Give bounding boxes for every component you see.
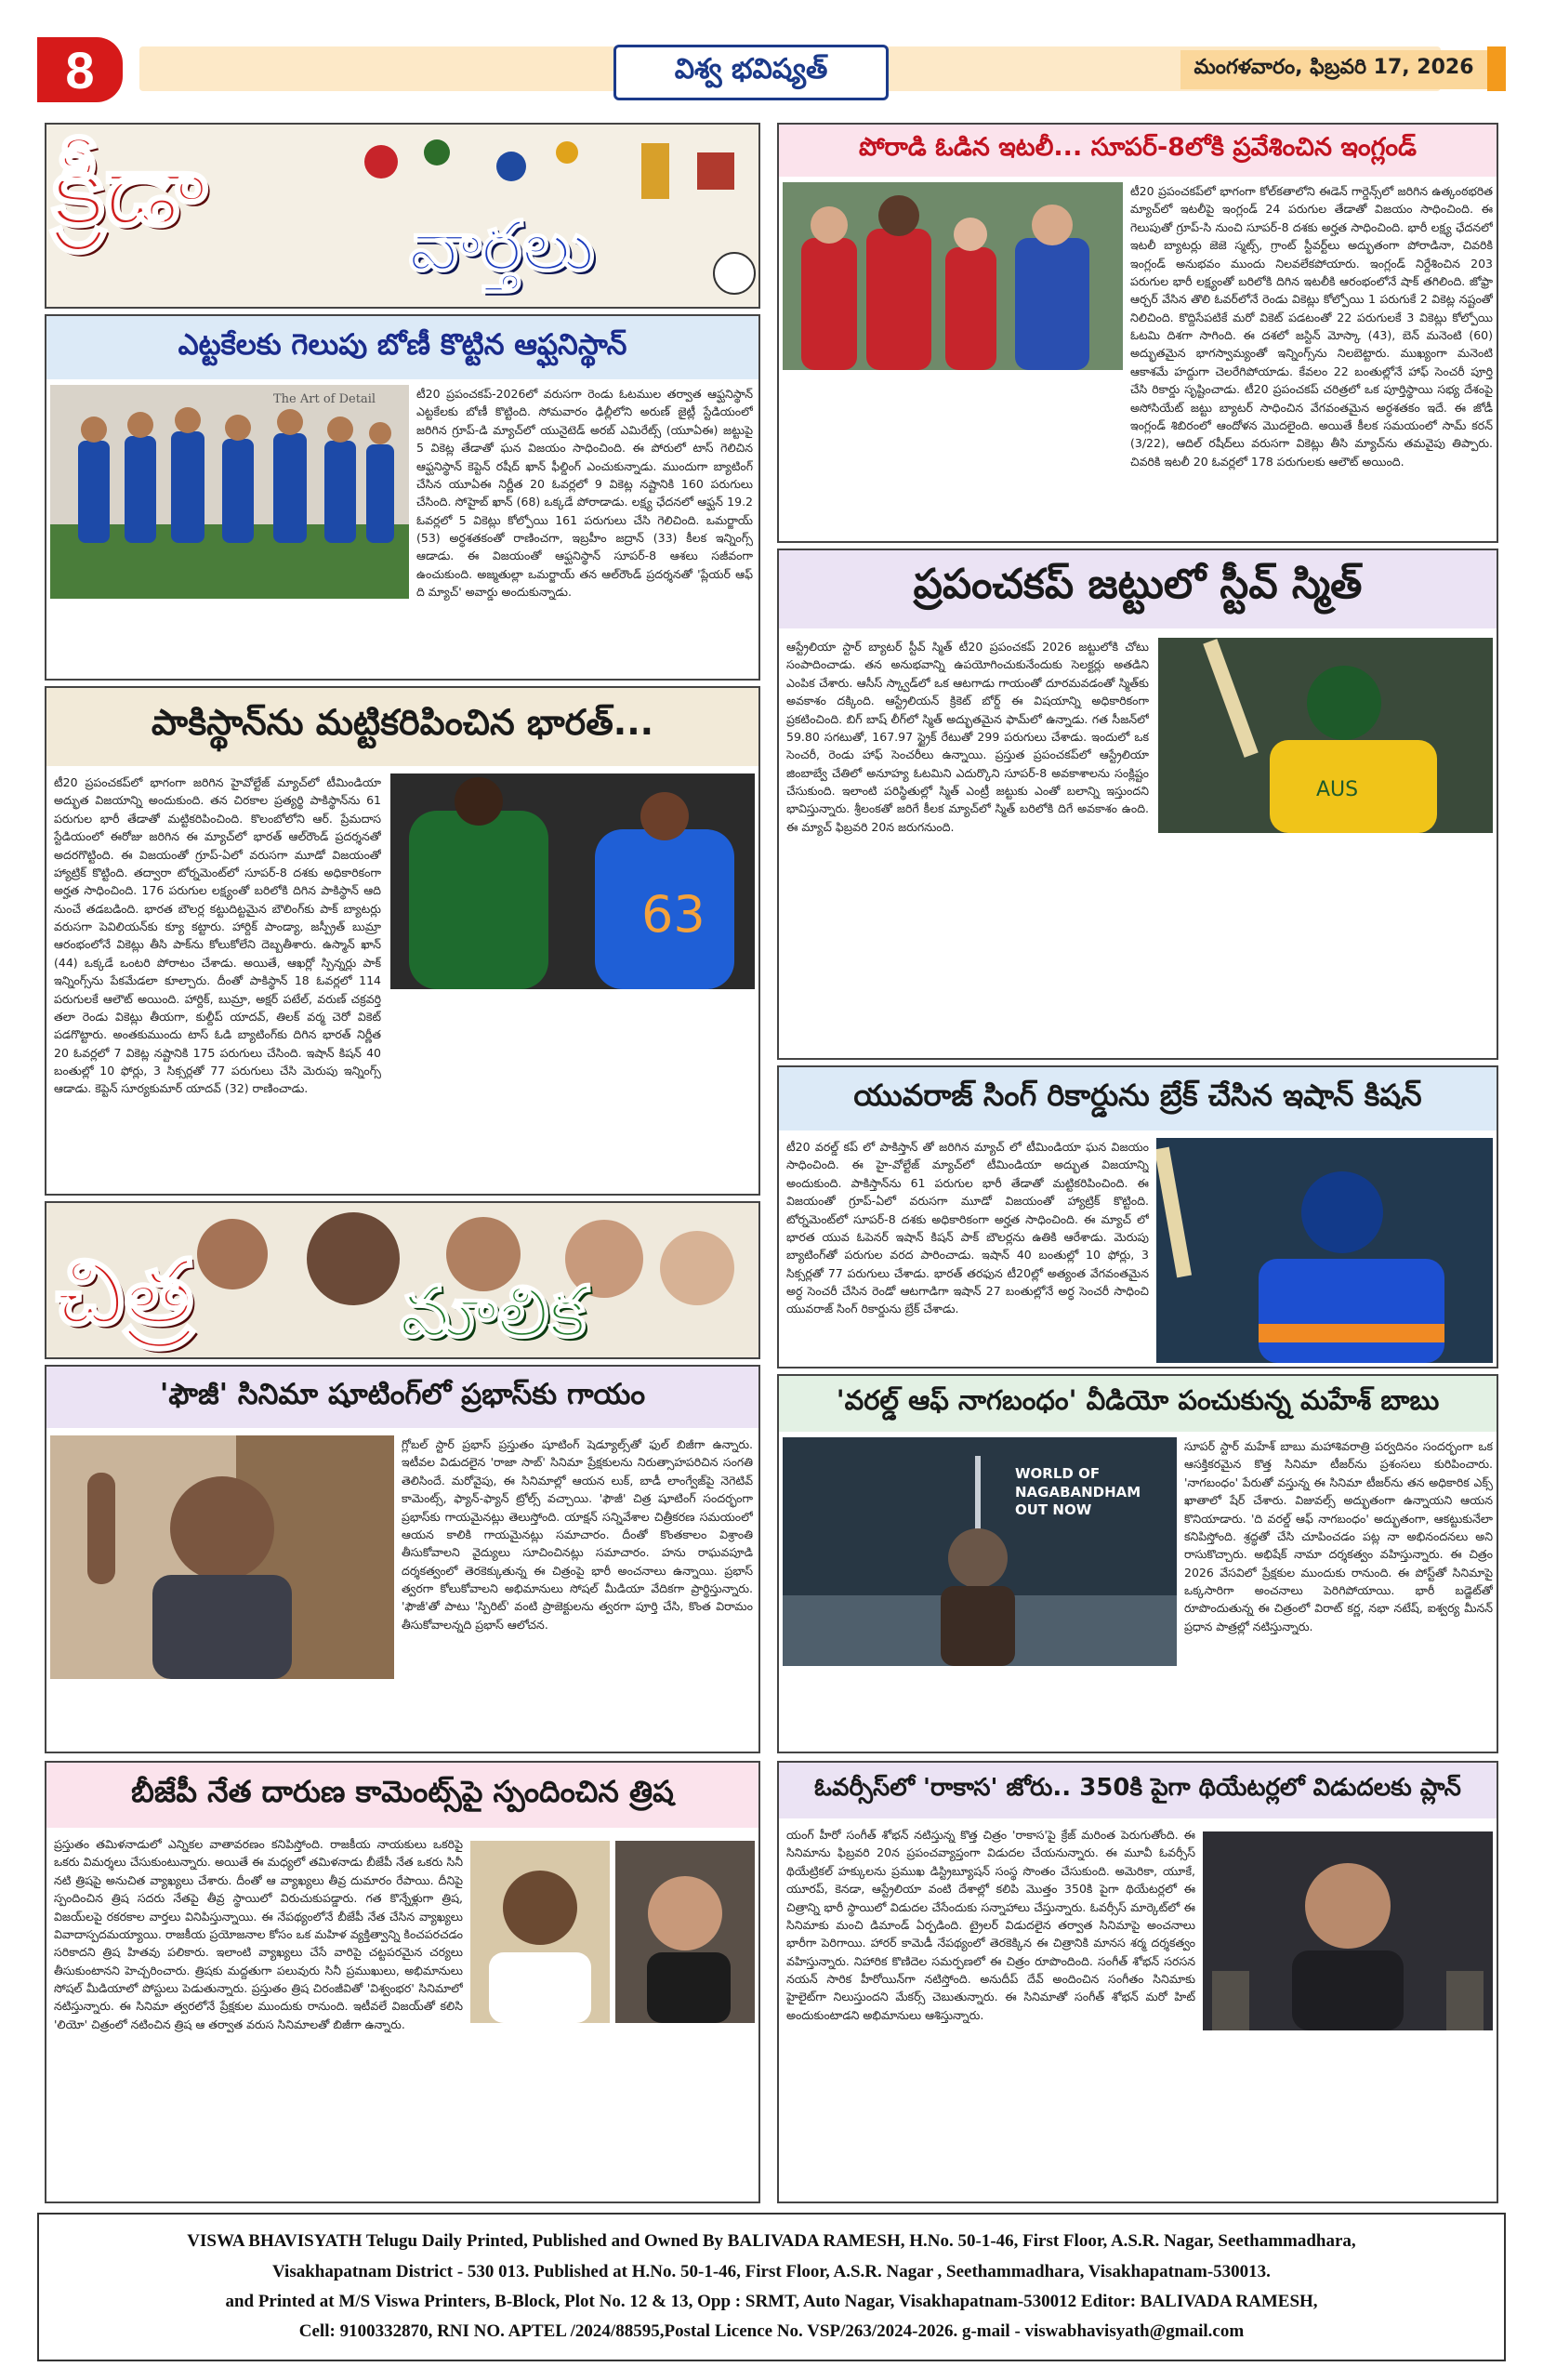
dateline: మంగళవారం, ఫిబ్రవరి 17, 2026 [1180, 50, 1487, 89]
article-afghan [45, 314, 760, 681]
headline-trisha: బీజేపీ నేత దారుణ కామెంట్స్‌పై స్పందించిన త్రిష [46, 1763, 758, 1828]
article-pakistan [45, 686, 760, 1196]
photo-rakasa [1203, 1831, 1493, 2030]
cinema-banner-right: మాలిక [400, 1270, 587, 1353]
photo-india-pakistan [390, 774, 755, 989]
photo-afghan-team [50, 385, 409, 599]
body-mahesh: సూపర్ స్టార్ మహేశ్ బాబు మహాశివరాత్రి పర్వదినం సందర్భంగా ఒక ఆసక్తికరమైన కొత్త సినిమా టీజర్‌ను ప్రశంసలు కురిపించారు. 'నాగబంధం' పేరుతో వస్తున్న ఈ సినిమా టీజర్‌ను తన అధికారిక ఎక్స్ ఖాతాలో షేర్ చేశారు. విజువల్స్ అద్భుతంగా ఉన్నాయని ఆయన కొనియాడారు. 'ది వరల్డ్ ఆఫ్ నాగబంధం' అద్భుతంగా, ఆకట్టుకునేలా కనిపిస్తోంది. శ్రద్ధతో చేసి చూపించడం పట్ల నా అభినందనలు అని రాసుకొచ్చారు. అభిషేక్ నామా దర్శకత్వం వహిస్తున్నారు. ఈ చిత్రం 2026 వేసవిలో ప్రేక్షకుల ముందుకు రానుంది. ఈ పోస్ట్‌తో సినిమాపై ఒక్కసారిగా అంచనాలు పెరిగిపోయాయి. భారీ బడ్జెట్‌తో రూపొందుతున్న ఈ చిత్రంలో విరాట్ కర్ణ, నభా నటేష్, ఐశ్వర్య మీనన్ ప్రధాన పాత్రల్లో నటిస్తున్నారు. [1184, 1439, 1493, 1633]
article-prabhas [45, 1365, 760, 1753]
sports-banner-left: క్రీడా [52, 132, 207, 248]
headline-afghan: ఎట్టకేలకు గెలుపు బోణీ కొట్టిన ఆఫ్ఘనిస్థాన్ [46, 316, 758, 379]
article-trisha [45, 1761, 760, 2203]
body-prabhas: గ్లోబల్ స్టార్ ప్రభాస్ ప్రస్తుతం షూటింగ్ షెడ్యూల్స్‌తో ఫుల్ బిజీగా ఉన్నారు. ఇటీవల విడుదలైన 'రాజా సాబ్' సినిమా ప్రేక్షకులను నిరుత్సాహపరిచిన సంగతి తెలిసిందే. మరోవైపు, ఈ సినిమాల్లో ఆయన లుక్, బాడీ లాంగ్వేజ్‌పై నెగెటివ్ కామెంట్స్, ఫ్యాన్-ఫ్యాన్ ట్రోల్స్ వచ్చాయి. 'ఫౌజీ' చిత్ర షూటింగ్ సందర్భంగా ప్రభాస్‌కు గాయమైనట్లు తెలుస్తోంది. యాక్షన్ సన్నివేశాల చిత్రీకరణ సమయంలో ఆయన కాలికి గాయమైనట్లు సమాచారం. దీంతో కొంతకాలం విశ్రాంతి తీసుకోవాలని వైద్యులు సూచించినట్లు సమాచారం. హను రాఘవపూడి దర్శకత్వంలో తెరకెక్కుతున్న ఈ చిత్రంపై భారీ అంచనాలు ఉన్నాయి. ప్రభాస్ త్వరగా కోలుకోవాలని అభిమానులు సోషల్ మీడియా వేదికగా ప్రార్థిస్తున్నారు. 'ఫౌజీ'తో పాటు 'స్పిరిట్' వంటి ప్రాజెక్టులను త్వరగా పూర్తి చేసి, కొంత విరామం తీసుకోవాలన్నది ప్రభాస్ ఆలోచన. [402, 1437, 753, 1632]
sports-banner-right: వార్తలు [409, 206, 595, 286]
article-italy [777, 123, 1498, 543]
cinema-banner-left: చిత్ర [56, 1240, 194, 1344]
imprint-line-4: Cell: 9100332870, RNI NO. APTEL /2024/88595,Postal Licence No. VSP/263/2024-2026. g-mail - viswabhavisyath@gmail.com [298, 2321, 1245, 2342]
imprint-lines [187, 2227, 1355, 2347]
cinema-banner [45, 1201, 760, 1359]
headline-mahesh: 'వరల్డ్ ఆఫ్ నాగబంధం' వీడియో పంచుకున్న మహేశ్ బాబు [779, 1376, 1497, 1432]
photo-prabhas [50, 1435, 394, 1679]
imprint-line-2: Visakhapatnam District - 530 013. Published at H.No. 50-1-46, First Floor, A.S.R. Nagar , Seethammadhara, Visakhapatnam-530013. [272, 2261, 1271, 2281]
header-accent [1487, 46, 1506, 91]
body-trisha: ప్రస్తుతం తమిళనాడులో ఎన్నికల వాతావరణం కనిపిస్తోంది. రాజకీయ నాయకులు ఒకరిపై ఒకరు విమర్శలు చేసుకుంటున్నారు. అయితే ఈ మధ్యలో తమిళనాడు బీజేపీ నేత ఒకరు సినీ నటి త్రిషపై అనుచిత వ్యాఖ్యలు చేశారు. దీంతో ఆ వ్యాఖ్యలు తీవ్ర దుమారం రేపాయి. దీనిపై స్పందించిన త్రిష సదరు నేతపై తీవ్ర స్థాయిలో విరుచుకుపడ్డారు. గత కొన్నేళ్లుగా త్రిష, విజయ్‌లపై రకరకాల వార్తలు వినిపిస్తున్నాయి. ఈ నేపథ్యంలోనే బీజేపీ నేత చేసిన వ్యాఖ్యలు వివాదాస్పదమయ్యాయి. రాజకీయ ప్రయోజనాల కోసం ఒక మహిళ వ్యక్తిత్వాన్ని కించపరచడం సరికాదని త్రిష హితవు పలికారు. ఇలాంటి వ్యాఖ్యలు చేసే వారిపై చట్టపరమైన చర్యలు తీసుకుంటానని హెచ్చరించారు. త్రిషకు మద్దతుగా పలువురు సినీ ప్రముఖులు, అభిమానులు సోషల్ మీడియాలో పోస్టులు పెడుతున్నారు. ప్రస్తుతం త్రిష చిరంజీవితో 'విశ్వంభర' సినిమాలో నటిస్తున్నారు. ఈ సినిమా త్వరలోనే ప్రేక్షకుల ముందుకు రానుంది. ఇటీవలే విజయ్‌తో కలిసి 'లియో' చిత్రంలో నటించిన త్రిష ఆ తర్వాత వరుస సినిమాలతో బిజీగా ఉన్నారు. [54, 1837, 463, 2031]
nagabandham-caption: WORLD OF NAGABANDHAM OUT NOW [1015, 1465, 1141, 1518]
body-italy: టీ20 ప్రపంచకప్‌లో భాగంగా కోల్‌కతాలోని ఈడెన్ గార్డెన్స్‌లో జరిగిన ఉత్కంఠభరిత మ్యాచ్‌లో ఇటలీపై ఇంగ్లండ్ 24 పరుగుల తేడాతో విజయం సాధించింది. ఈ గెలుపుతో గ్రూప్-సి నుంచి సూపర్-8 దశకు అర్హత సాధించింది. భారీ లక్ష్య ఛేదనలో ఇటలీ బ్యాటర్లు జెజె స్మట్స్, గ్రాంట్ స్టీవర్ట్‌లు అద్భుతంగా పోరాడినా, చివరికి ఇంగ్లండ్ అనుభవం ముందు నిలవలేకపోయారు. ఇంగ్లండ్ నిర్దేశించిన 203 పరుగుల భారీ లక్ష్యంతో బరిలోకి దిగిన ఇటలీకి ఆరంభంలోనే షాక్ తగిలింది. జోఫ్రా ఆర్చర్ వేసిన తొలి ఓవర్‌లోనే రెండు వికెట్లు కోల్పోయి 1 పరుగుకే 2 వికెట్ల నష్టంతో నిలిచింది. కొద్దిసేపటికే మరో వికెట్ పడటంతో 22 పరుగులకే 3 వికెట్లు కోల్పోయి ఓటమి దిశగా సాగింది. ఈ దశలో జస్టిన్ మోస్కా (43), బెన్ మనెంటి (60) అద్భుతమైన భాగస్వామ్యంతో ఇన్నింగ్స్‌ను నిలబెట్టారు. ముఖ్యంగా మనెంటి ఆకాశమే హద్దుగా చెలరేగిపోయాడు. కేవలం 22 బంతుల్లోనే హాఫ్ సెంచరీ పూర్తి చేసి రికార్డు సృష్టించాడు. టీ20 ప్రపంచకప్ చరిత్రలో ఒక పూర్తిస్థాయి సభ్య దేశంపై అసోసియేట్ జట్టు బ్యాటర్ సాధించిన వేగవంతమైన అర్ధశతకం ఇదే. ఈ జోడీ ఇంగ్లండ్ శిబిరంలో ఆందోళన మొదలైంది. అయితే కీలక సమయంలో సామ్ కరన్ (3/22), ఆదిల్ రషీద్‌లు వరుసగా వికెట్లు తీసి మ్యాచ్‌ను తమవైపు తిప్పారు. చివరికి ఇటలీ 20 ఓవర్లలో 178 పరుగులకు ఆలౌట్ అయింది. [1130, 184, 1493, 469]
photo-ishan-kishan [1156, 1138, 1493, 1363]
photo-steve-smith [1158, 638, 1493, 833]
body-afghan: టీ20 ప్రపంచకప్-2026లో వరుసగా రెండు ఓటముల తర్వాత ఆఫ్ఘనిస్థాన్ ఎట్టకేలకు బోణీ కొట్టింది. సోమవారం ఢిల్లీలోని అరుణ్ జైట్లీ స్టేడియంలో జరిగిన గ్రూప్-డి మ్యాచ్‌లో యునైటెడ్ అరబ్ ఎమిరేట్స్ (యూఏఈ) జట్టుపై 5 వికెట్ల తేడాతో ఘన విజయం సాధించింది. ఈ పోరులో టాస్ గెలిచిన ఆఫ్ఘనిస్థాన్ కెప్టెన్ రషీద్ ఖాన్ ఫీల్డింగ్ ఎంచుకున్నాడు. ముందుగా బ్యాటింగ్ చేసిన యూఏఈ నిర్ణీత 20 ఓవర్లలో 9 వికెట్ల నష్టానికి 160 పరుగులు చేసింది. సోహైబ్ ఖాన్ (68) ఒక్కడే పోరాడాడు. లక్ష్య ఛేదనలో ఆఫ్ఘన్ 19.2 ఓవర్లలో 5 వికెట్లు కోల్పోయి 161 పరుగులు చేసి గెలిచింది. ఒమర్జాయ్ (53) అర్ధశతకంతో రాణించగా, ఇబ్రహీం జద్రాన్ (33) కీలక ఇన్నింగ్స్ ఆడాడు. ఈ విజయంతో ఆఫ్ఘనిస్థాన్ సూపర్-8 ఆశలు సజీవంగా ఉంచుకుంది. అజ్మతుల్లా ఒమర్జాయ్ తన ఆల్‌రౌండ్ ప్రదర్శనతో 'ప్లేయర్ ఆఫ్ ది మ్యాచ్' అవార్డు అందుకున్నాడు. [416, 387, 753, 600]
photo-nagabandham [783, 1437, 1177, 1666]
headline-prabhas: 'ఫౌజీ' సినిమా షూటింగ్‌లో ప్రభాస్‌కు గాయం [46, 1367, 758, 1428]
svg-text:63: 63 [641, 885, 706, 944]
article-rakasa [777, 1761, 1498, 2203]
article-smith [777, 549, 1498, 1060]
headline-smith: ప్రపంచకప్ జట్టులో స్టీవ్ స్మిత్ [779, 550, 1497, 628]
imprint-line-1: VISWA BHAVISYATH Telugu Daily Printed, Published and Owned By BALIVADA RAMESH, H.No. 50-1-46, First Floor, A.S.R. Nagar, Seethammadhara, [187, 2231, 1356, 2252]
page-number: 8 [37, 37, 123, 102]
headline-italy: పోరాడి ఓడిన ఇటలీ... సూపర్-8లోకి ప్రవేశించిన ఇంగ్లండ్ [779, 125, 1497, 177]
headline-pakistan: పాకిస్థాన్‌ను మట్టికరిపించిన భారత్... [46, 688, 758, 766]
sports-banner [45, 123, 760, 309]
article-ishan [777, 1065, 1498, 1368]
photo-afghan-caption: The Art of Detail [273, 392, 376, 406]
photo-trisha [470, 1841, 755, 2023]
article-mahesh [777, 1374, 1498, 1753]
body-rakasa: యంగ్ హీరో సంగీత్ శోభన్ నటిస్తున్న కొత్త చిత్రం 'రాకాస'పై క్రేజ్ మరింత పెరుగుతోంది. ఈ సినిమాను ఫిబ్రవరి 20న ప్రపంచవ్యాప్తంగా విడుదల చేయనున్నారు. ఈ మూవీ ఓవర్సీస్ థియేట్రికల్ హక్కులను ప్రముఖ డిస్ట్రిబ్యూషన్ సంస్థ సొంతం చేసుకుంది. అమెరికా, యూకే, యూరప్, కెనడా, ఆస్ట్రేలియా వంటి దేశాల్లో కలిపి మొత్తం 350కి పైగా థియేటర్లలో ఈ చిత్రాన్ని భారీ స్థాయిలో విడుదల చేసేందుకు సన్నాహాలు చేస్తున్నారు. ఓవర్సీస్ మార్కెట్‌లో ఈ సినిమాకు మంచి డిమాండ్ ఏర్పడింది. ట్రైలర్ విడుదలైన తర్వాత సినిమాపై అంచనాలు భారీగా పెరిగాయి. హారర్ కామెడీ నేపథ్యంలో తెరకెక్కిన ఈ చిత్రానికి మానస శర్మ దర్శకత్వం వహిస్తున్నారు. నిహారిక కొణిదెల సమర్పణలో ఈ చిత్రం రూపొందింది. సంగీత్ శోభన్ సరసన నయన్ సారిక హీరోయిన్‌గా నటిస్తోంది. అనుదీప్ దేవ్ అందించిన సంగీతం సినిమాకు హైలైట్‌గా నిలుస్తుందని మేకర్స్ చెబుతున్నారు. ఈ సినిమాతో సంగీత్ శోభన్ మరో హిట్ అందుకుంటాడని అభిమానులు ఆశిస్తున్నారు. [786, 1828, 1195, 2022]
body-ishan: టీ20 వరల్డ్ కప్ లో పాకిస్తాన్ తో జరిగిన మ్యాచ్ లో టీమిండియా ఘన విజయం సాధించింది. ఈ హై-వోల్టేజ్ మ్యాచ్‌లో టీమిండియా అద్భుత విజయాన్ని అందుకుంది. పాకిస్తాన్‌ను 61 పరుగుల భారీ తేడాతో మట్టికరిపించింది. ఈ విజయంతో గ్రూప్-ఏలో వరుసగా మూడో విజయంతో హ్యాట్రిక్ కొట్టింది. టోర్నమెంట్‌లో సూపర్-8 దశకు అధికారికంగా అర్హత సాధించింది. ఈ మ్యాచ్ లో భారత యువ ఓపెనర్ ఇషాన్ కిషన్ పాక్ బౌలర్లను ఉతికి ఆరేశాడు. మెరుపు బ్యాటింగ్‌తో పరుగుల వరద పారించాడు. ఇషాన్ 40 బంతుల్లో 10 ఫోర్లు, 3 సిక్సర్లతో 77 పరుగులు చేశాడు. భారత్ తరఫున టీ20ల్లో అత్యంత వేగవంతమైన అర్ధ సెంచరీ చేసిన రెండో ఆటగాడిగా ఇషాన్ 27 బంతుల్లోనే అర్ధ సెంచరీ సాధించి యువరాజ్ సింగ్ రికార్డును బ్రేక్ చేశాడు. [786, 1140, 1149, 1316]
imprint-line-3: and Printed at M/S Viswa Printers, B-Block, Plot No. 12 & 13, Opp : SRMT, Auto Nagar, Visakhapatnam-530012 Editor: BALIVADA RAMESH, [225, 2292, 1318, 2311]
imprint-footer [37, 2213, 1506, 2361]
body-smith: ఆస్ట్రేలియా స్టార్ బ్యాటర్ స్టీవ్ స్మిత్ టీ20 ప్రపంచకప్ 2026 జట్టులోకి చోటు సంపాదించాడు. తన అనుభవాన్ని ఉపయోగించుకునేందుకు సెలక్టర్లు అతడిని ఎంపిక చేశారు. ఆసీస్ స్క్వాడ్‌లో ఒక ఆటగాడు గాయంతో దూరమవడంతో స్మిత్‌కు అవకాశం దక్కింది. ఆస్ట్రేలియన్ క్రికెట్ బోర్డ్ ఈ విషయాన్ని అధికారికంగా ప్రకటించింది. బిగ్ బాష్ లీగ్‌లో స్మిత్ అద్భుతమైన ఫామ్‌లో ఉన్నాడు. గత సీజన్‌లో 59.80 సగటుతో, 167.97 స్ట్రైక్ రేటుతో 299 పరుగులు చేశాడు. ఇందులో ఒక సెంచరీ, రెండు హాఫ్ సెంచరీలు ఉన్నాయి. ప్రస్తుత ప్రపంచకప్‌లో ఆస్ట్రేలియా జింబాబ్వే చేతిలో అనూహ్య ఓటమిని ఎదుర్కొని సూపర్-8 అవకాశాలను సంక్లిష్టం చేసుకుంది. ఇలాంటి పరిస్థితుల్లో స్మిత్ ఎంట్రీ జట్టుకు ఎంతో బలాన్ని ఇస్తుందని భావిస్తున్నారు. శ్రీలంకతో జరిగే కీలక మ్యాచ్‌లో స్మిత్ బరిలోకి దిగే అవకాశం ఉంది. ఈ మ్యాచ్ ఫిబ్రవరి 20న జరుగనుంది. [786, 640, 1149, 834]
headline-ishan: యువరాజ్ సింగ్ రికార్డును బ్రేక్ చేసిన ఇషాన్ కిషన్ [779, 1067, 1497, 1130]
photo-england-italy [783, 182, 1123, 370]
svg-text:AUS: AUS [1316, 778, 1359, 801]
masthead-logo: విశ్వ భవిష్యత్ [613, 45, 889, 100]
page-header [37, 37, 1506, 102]
body-pakistan: టీ20 ప్రపంచకప్‌లో భాగంగా జరిగిన హైవోల్టేజ్ మ్యాచ్‌లో టీమిండియా అద్భుత విజయాన్ని అందుకుంది. తన చిరకాల ప్రత్యర్థి పాకిస్థాన్‌ను 61 పరుగుల భారీ తేడాతో మట్టికరిపించింది. కొలంబోలోని ఆర్. ప్రేమదాస స్టేడియంలో ఈరోజు జరిగిన ఈ మ్యాచ్‌లో భారత్ ఆల్‌రౌండ్ ప్రదర్శనతో అదరగొట్టింది. ఈ విజయంతో గ్రూప్-ఏలో వరుసగా మూడో విజయంతో హ్యాట్రిక్ కొట్టింది. తద్వారా టోర్నమెంట్‌లో సూపర్-8 దశకు అధికారికంగా అర్హత సాధించింది. 176 పరుగుల లక్ష్యంతో బరిలోకి దిగిన పాకిస్థాన్ ఆది నుంచే తడబడింది. భారత బౌలర్ల కట్టుదిట్టమైన బౌలింగ్‌కు పాక్ బ్యాటర్లు వరుసగా పెవిలియన్‌కు క్యూ కట్టారు. హార్దిక్ పాండ్యా, జస్ప్రీత్ బుమ్రా ఆరంభంలోనే వికెట్లు తీసి పాక్‌ను కోలుకోలేని దెబ్బతీశారు. ఉస్మాన్ ఖాన్ (44) ఒక్కడే ఒంటరి పోరాటం చేశాడు. అయితే, ఆఖర్లో స్పిన్నర్లు పాక్ ఇన్నింగ్స్‌ను పేకమేడలా కూల్చారు. దీంతో పాకిస్థాన్ 18 ఓవర్లలో 114 పరుగులకే ఆలౌట్ అయింది. హార్దిక్, బుమ్రా, అక్షర్ పటేల్, వరుణ్ చక్రవర్తి తలా రెండు వికెట్లు తీయగా, కుల్దీప్ యాదవ్, తిలక్ వర్మ చెరో వికెట్ పడగొట్టారు. అంతకుముందు టాస్ ఓడి బ్యాటింగ్‌కు దిగిన భారత్ నిర్ణీత 20 ఓవర్లలో 7 వికెట్ల నష్టానికి 175 పరుగులు చేసింది. ఇషాన్ కిషన్ 40 బంతుల్లో 10 ఫోర్లు, 3 సిక్సర్లతో 77 పరుగులు చేసి మెరుపు ఇన్నింగ్స్ ఆడాడు. కెప్టెన్ సూర్యకుమార్ యాదవ్ (32) రాణించాడు. [54, 775, 381, 1096]
headline-rakasa: ఓవర్సీస్‌లో 'రాకాస' జోరు.. 350కి పైగా థియేటర్లలో విడుదలకు ప్లాన్ [779, 1763, 1497, 1818]
